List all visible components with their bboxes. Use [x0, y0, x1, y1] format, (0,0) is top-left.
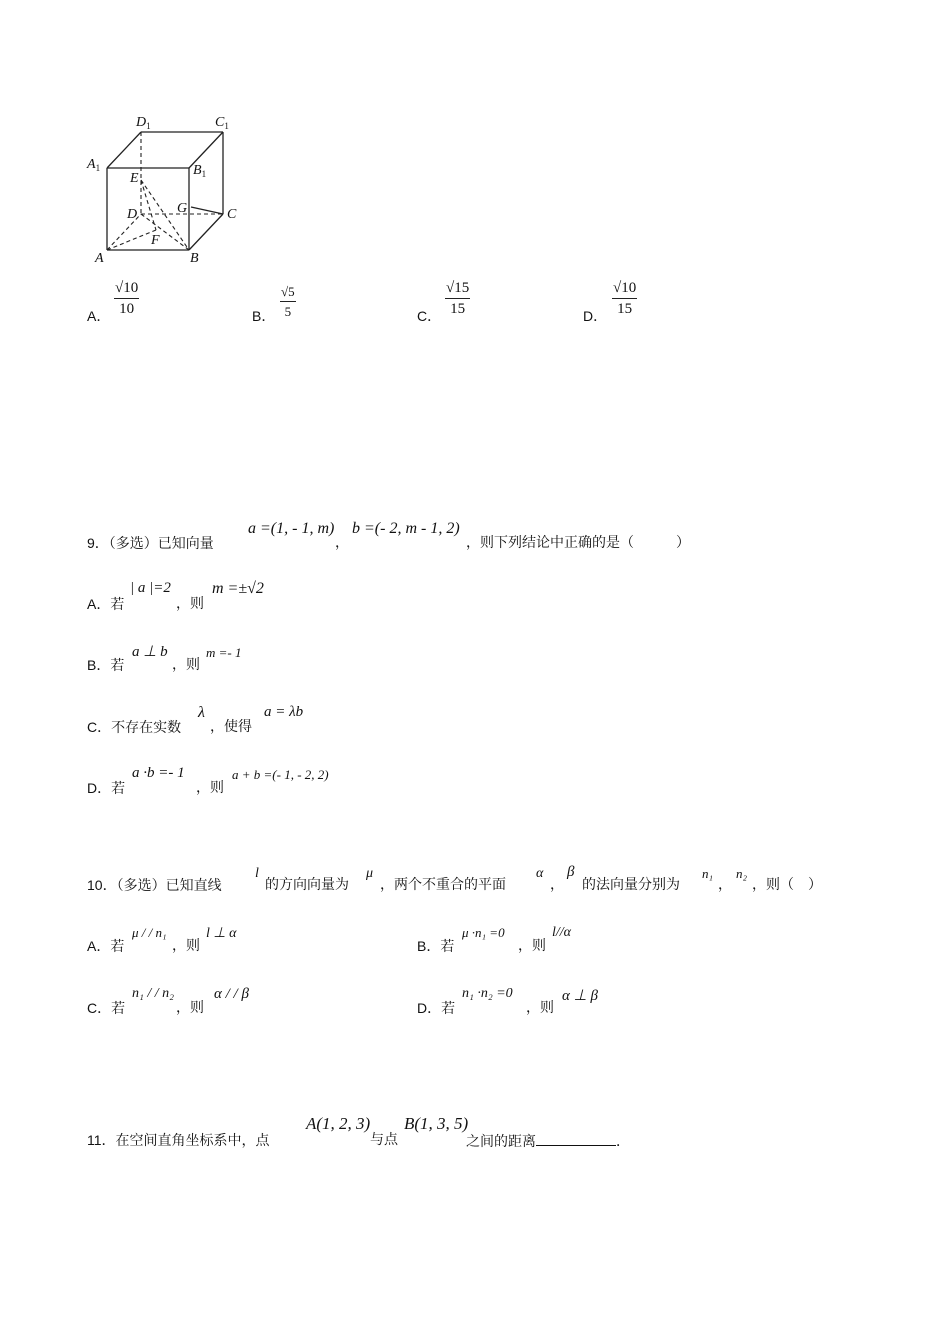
q8-option-c-label: C． — [417, 308, 442, 324]
q9-option-c: C．不存在实数 — [87, 719, 182, 736]
vertex-C: C — [227, 207, 237, 222]
q8-option-d-value: $\frac{√10}{15}$ — [613, 280, 637, 317]
cube-figure — [85, 108, 255, 268]
vertex-A: A — [95, 251, 104, 266]
q9-d-condition: a ·b =- 1 — [132, 765, 185, 781]
q9-option-d: D．若 — [87, 780, 126, 797]
q8-option-b-label: B． — [252, 308, 276, 324]
answer-blank[interactable] — [536, 1131, 616, 1146]
q11-point-b: B(1, 3, 5) — [404, 1114, 469, 1133]
vertex-B: B — [190, 251, 199, 266]
q10-option-b: B．若 — [417, 938, 455, 955]
sqrt-icon: √ — [115, 280, 124, 296]
q11-stem: 11．在空间直角坐标系中，点 — [87, 1132, 270, 1149]
vertex-D1: $D_1$ — [136, 115, 151, 131]
vertex-G: G — [177, 201, 188, 216]
q9-b-condition: a ⊥ b — [132, 644, 168, 660]
q9-b-result: m =- 1 — [206, 645, 242, 660]
q9-vector-b: b =(- 2, m - 1, 2) — [352, 520, 460, 537]
vertex-D: D — [127, 207, 138, 222]
vertex-F: F — [151, 233, 160, 248]
q9-c-lambda: λ — [198, 704, 205, 721]
vertex-E: E — [130, 171, 139, 186]
vertex-A1: $A_1$ — [87, 157, 101, 173]
q8-option-c-value: $\frac{√15}{15}$ — [446, 280, 470, 317]
q10-option-c: C．若 — [87, 1000, 126, 1017]
vertex-B1: $B_1$ — [193, 163, 207, 179]
q9-a-result: m =±√2 — [212, 580, 264, 597]
q10-stem: 10．（多选）已知直线 — [87, 877, 222, 894]
q11-point-a: A(1, 2, 3) — [306, 1114, 371, 1133]
q9-d-result: a + b =(- 1, - 2, 2) — [232, 767, 329, 782]
sqrt-icon: √ — [446, 280, 455, 296]
q9-option-a: A．若 — [87, 596, 125, 613]
q9-vector-a: a =(1, - 1, m) — [248, 520, 335, 537]
vertex-C1: $C_1$ — [215, 115, 229, 131]
q9-c-result: a = λb — [264, 704, 304, 720]
sqrt-icon: √ — [613, 280, 622, 296]
q8-option-a-label: A． — [87, 308, 111, 324]
sqrt-icon: √ — [281, 284, 289, 299]
q10-option-a: A．若 — [87, 938, 125, 955]
q10-option-d: D．若 — [417, 1000, 456, 1017]
q9-stem: 9．（多选）已知向量 — [87, 535, 214, 552]
q8-option-d-label: D． — [583, 308, 608, 324]
q9-option-b: B．若 — [87, 657, 125, 674]
q8-option-a-value: $\frac{√10}{10}$ — [115, 280, 139, 317]
q9-stem-suffix: ，则下列结论中正确的是（ ） — [466, 535, 690, 551]
q9-a-condition: | a |=2 — [130, 580, 171, 596]
q8-option-b-value: $\frac{√5}{5}$ — [281, 284, 295, 319]
